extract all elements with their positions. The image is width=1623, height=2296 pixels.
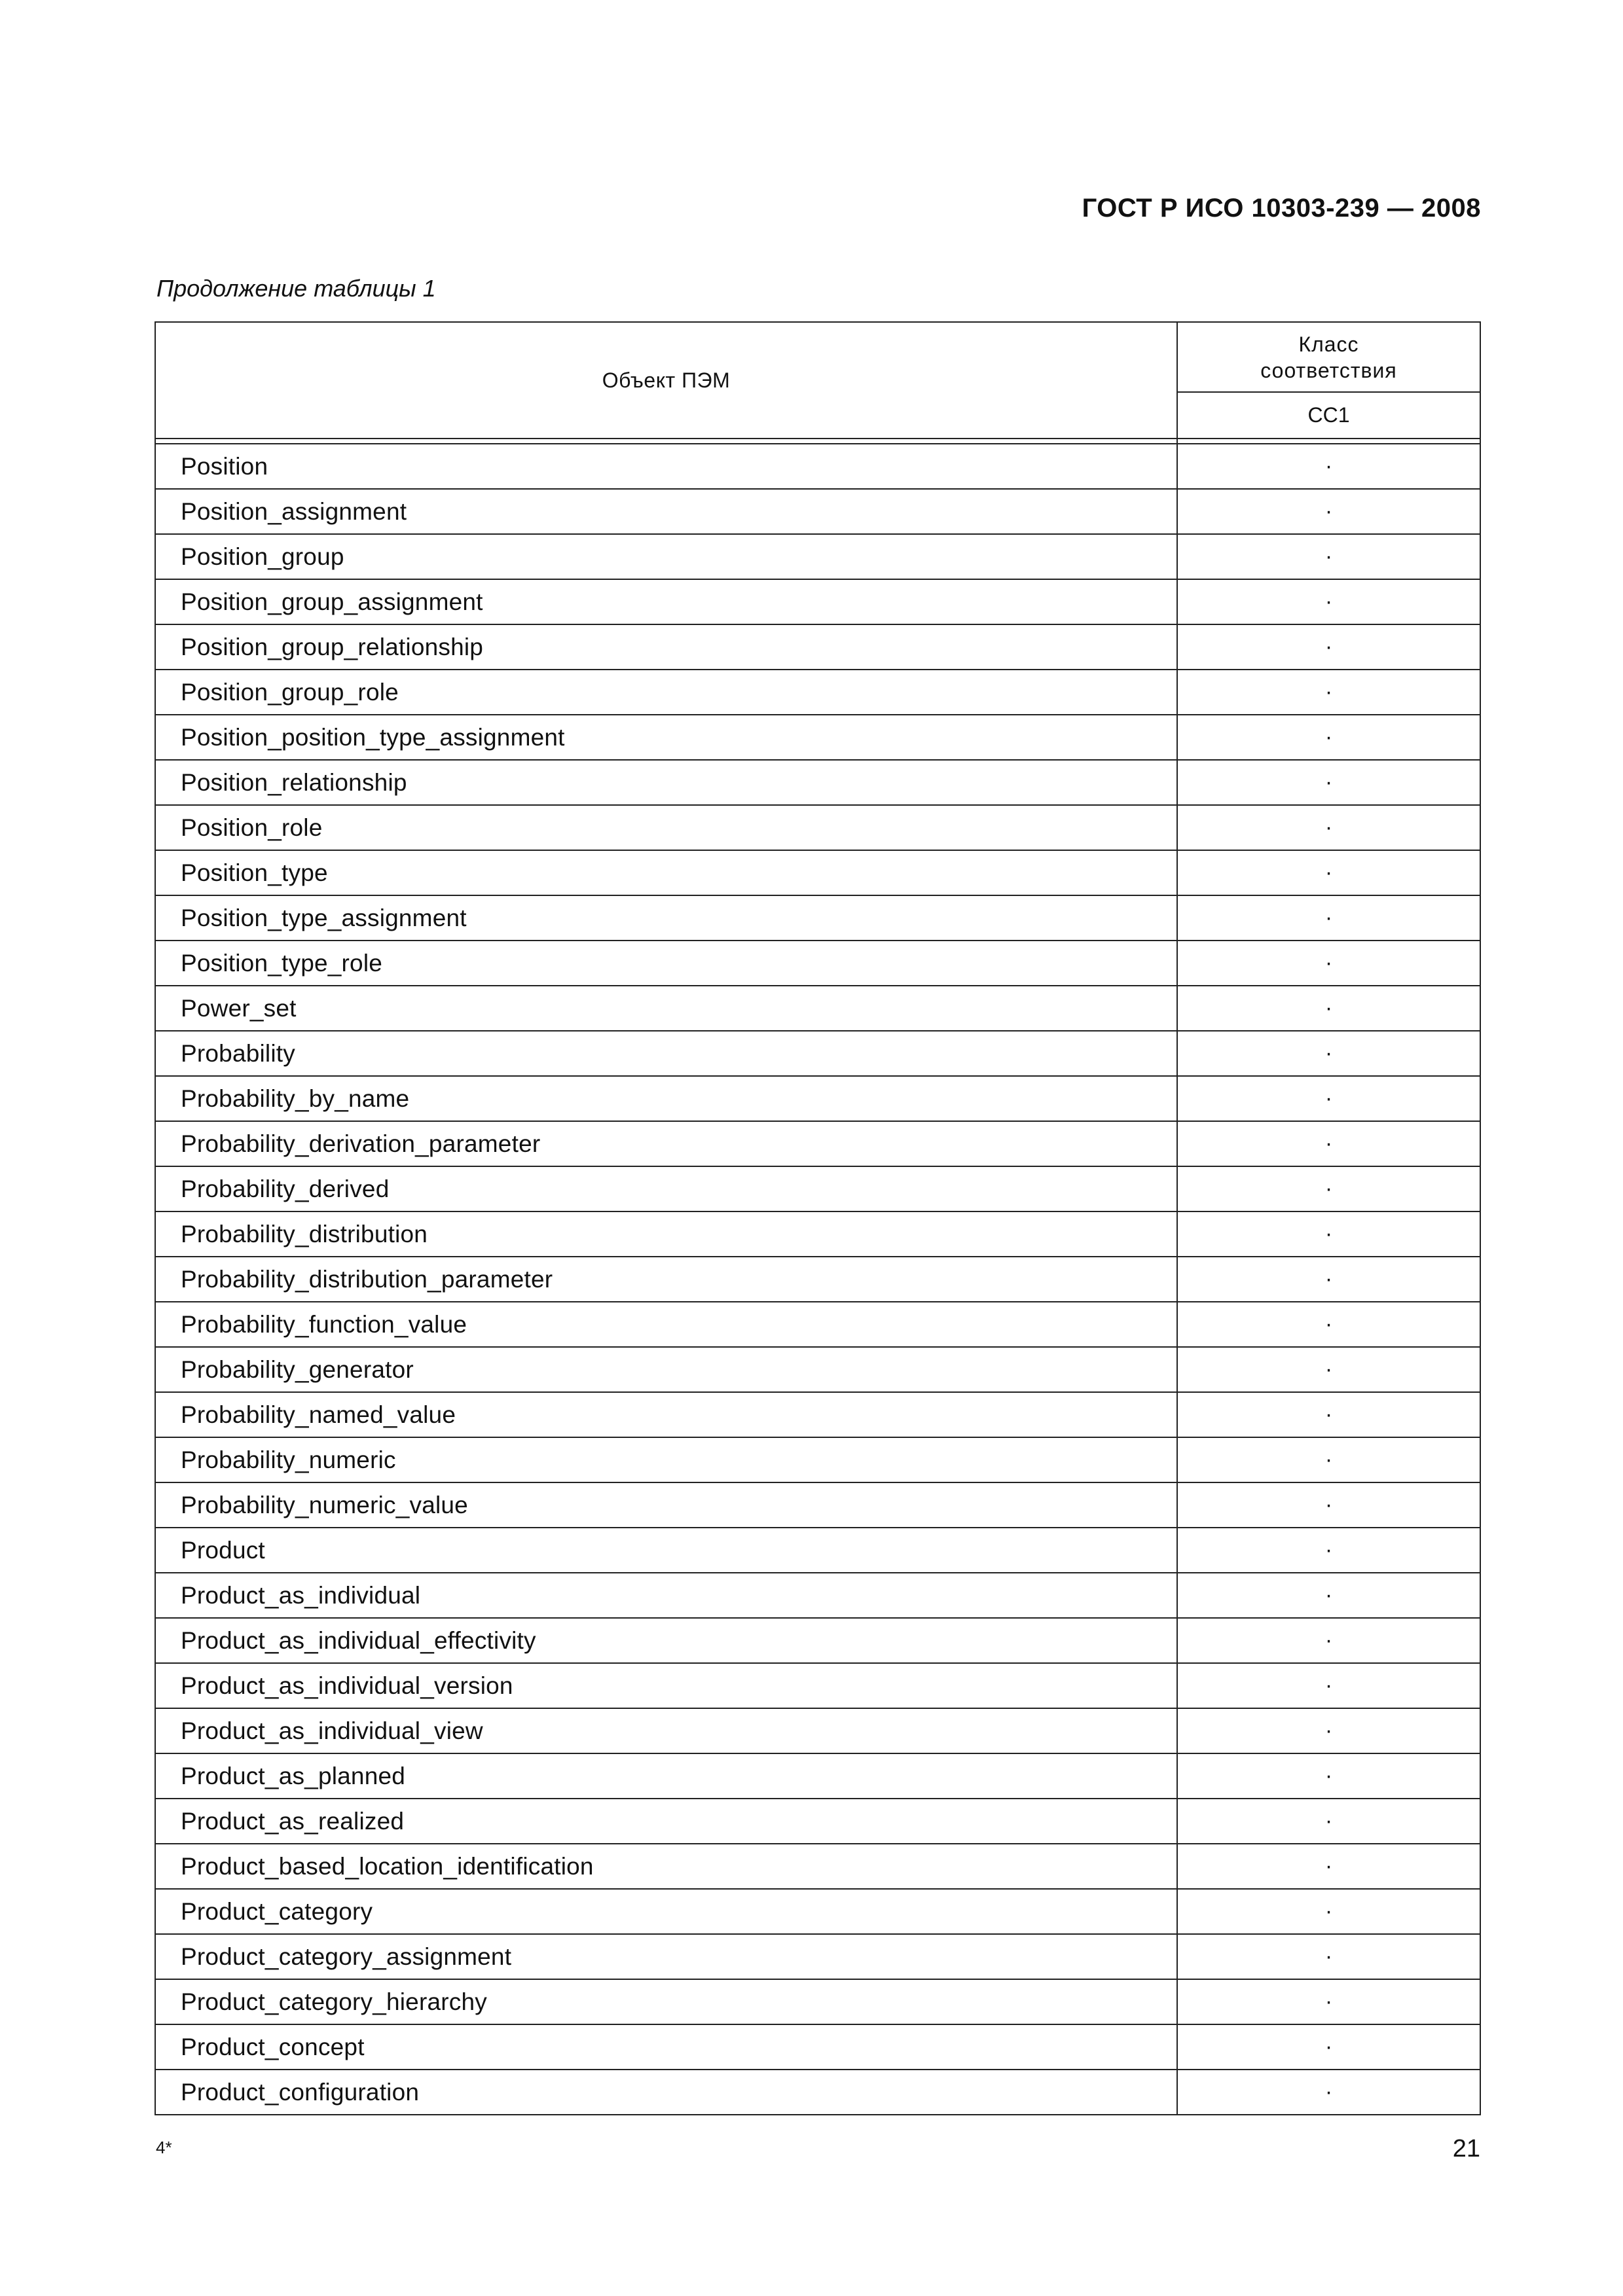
cc1-mark-cell: · (1177, 1979, 1480, 2024)
table-row (155, 670, 1480, 715)
table-row (155, 1347, 1480, 1392)
table-row (155, 1889, 1480, 1934)
object-name-cell: Position_role (155, 805, 1177, 850)
object-name-cell: Position_group (155, 534, 1177, 579)
cc1-mark-cell: · (1177, 534, 1480, 579)
cc1-mark-cell: · (1177, 1121, 1480, 1166)
cc1-mark-cell: · (1177, 850, 1480, 895)
column-header-object: Объект ПЭМ (155, 322, 1177, 439)
table-row (155, 1799, 1480, 1844)
object-name-cell: Product (155, 1528, 1177, 1573)
object-name-cell: Position_relationship (155, 760, 1177, 805)
cc1-mark-cell: · (1177, 1663, 1480, 1708)
object-name-cell: Product_as_individual (155, 1573, 1177, 1618)
cc1-mark-cell: · (1177, 1934, 1480, 1979)
table-row (155, 1166, 1480, 1211)
object-name-cell: Power_set (155, 986, 1177, 1031)
table-row (155, 760, 1480, 805)
object-name-cell: Probability_distribution (155, 1211, 1177, 1257)
table-row (155, 1844, 1480, 1889)
table-row (155, 489, 1480, 534)
cc1-mark-cell: · (1177, 1708, 1480, 1753)
table-row (155, 2070, 1480, 2115)
cc1-mark-cell: · (1177, 1753, 1480, 1799)
document-code: ГОСТ Р ИСО 10303-239 — 2008 (1082, 194, 1481, 223)
table-row (155, 444, 1480, 489)
cc1-mark-cell: · (1177, 670, 1480, 715)
table-row (155, 1979, 1480, 2024)
table-row (155, 1618, 1480, 1663)
object-name-cell: Product_category_assignment (155, 1934, 1177, 1979)
object-name-cell: Product_configuration (155, 2070, 1177, 2115)
column-header-class (1177, 322, 1480, 392)
object-name-cell: Probability_function_value (155, 1302, 1177, 1347)
table-row (155, 805, 1480, 850)
header-separator (155, 439, 1480, 444)
table-row (155, 1392, 1480, 1437)
table-row (155, 1663, 1480, 1708)
table-row (155, 1121, 1480, 1166)
table-body (155, 444, 1480, 2115)
cc1-mark-cell: · (1177, 1437, 1480, 1482)
cc1-mark-cell: · (1177, 1889, 1480, 1934)
table-row (155, 1302, 1480, 1347)
object-name-cell: Position_group_role (155, 670, 1177, 715)
cc1-mark-cell: · (1177, 760, 1480, 805)
table-row (155, 715, 1480, 760)
object-name-cell: Position_type (155, 850, 1177, 895)
object-name-cell: Probability_generator (155, 1347, 1177, 1392)
table-caption: Продолжение таблицы 1 (156, 275, 436, 302)
cc1-mark-cell: · (1177, 1347, 1480, 1392)
table-row (155, 1708, 1480, 1753)
object-name-cell: Product_as_planned (155, 1753, 1177, 1799)
table-row (155, 941, 1480, 986)
table-row (155, 1076, 1480, 1121)
object-name-cell: Position_group_assignment (155, 579, 1177, 624)
cc1-mark-cell: · (1177, 2070, 1480, 2115)
column-header-cc1: CC1 (1177, 392, 1480, 439)
table-row (155, 850, 1480, 895)
conformance-table (155, 321, 1481, 2115)
table-row (155, 1528, 1480, 1573)
object-name-cell: Product_as_individual_version (155, 1663, 1177, 1708)
object-name-cell: Probability_by_name (155, 1076, 1177, 1121)
object-name-cell: Product_based_location_identification (155, 1844, 1177, 1889)
column-header-class-label: Класс соответствия (1260, 332, 1397, 382)
table-row (155, 986, 1480, 1031)
table-row (155, 624, 1480, 670)
object-name-cell: Product_category (155, 1889, 1177, 1934)
cc1-mark-cell: · (1177, 489, 1480, 534)
cc1-mark-cell: · (1177, 1076, 1480, 1121)
object-name-cell: Position_type_role (155, 941, 1177, 986)
table-row (155, 1211, 1480, 1257)
table-row (155, 1573, 1480, 1618)
table-row (155, 1482, 1480, 1528)
object-name-cell: Probability_numeric (155, 1437, 1177, 1482)
cc1-mark-cell: · (1177, 1392, 1480, 1437)
object-name-cell: Product_as_individual_effectivity (155, 1618, 1177, 1663)
object-name-cell: Probability (155, 1031, 1177, 1076)
table-row (155, 1031, 1480, 1076)
cc1-mark-cell: · (1177, 1799, 1480, 1844)
object-name-cell: Position_position_type_assignment (155, 715, 1177, 760)
object-name-cell: Probability_derived (155, 1166, 1177, 1211)
object-name-cell: Probability_numeric_value (155, 1482, 1177, 1528)
object-name-cell: Probability_distribution_parameter (155, 1257, 1177, 1302)
object-name-cell: Position_assignment (155, 489, 1177, 534)
cc1-mark-cell: · (1177, 1482, 1480, 1528)
object-name-cell: Probability_derivation_parameter (155, 1121, 1177, 1166)
cc1-mark-cell: · (1177, 1031, 1480, 1076)
table-row (155, 2024, 1480, 2070)
object-name-cell: Position (155, 444, 1177, 489)
table-row (155, 1257, 1480, 1302)
cc1-mark-cell: · (1177, 1166, 1480, 1211)
cc1-mark-cell: · (1177, 941, 1480, 986)
cc1-mark-cell: · (1177, 444, 1480, 489)
table-row (155, 1934, 1480, 1979)
table-row (155, 895, 1480, 941)
object-name-cell: Probability_named_value (155, 1392, 1177, 1437)
cc1-mark-cell: · (1177, 1844, 1480, 1889)
cc1-mark-cell: · (1177, 1257, 1480, 1302)
object-name-cell: Position_group_relationship (155, 624, 1177, 670)
cc1-mark-cell: · (1177, 715, 1480, 760)
object-name-cell: Product_category_hierarchy (155, 1979, 1177, 2024)
object-name-cell: Product_concept (155, 2024, 1177, 2070)
cc1-mark-cell: · (1177, 1302, 1480, 1347)
table-row (155, 1437, 1480, 1482)
cc1-mark-cell: · (1177, 1528, 1480, 1573)
cc1-mark-cell: · (1177, 895, 1480, 941)
object-name-cell: Product_as_individual_view (155, 1708, 1177, 1753)
object-name-cell: Position_type_assignment (155, 895, 1177, 941)
table-row (155, 579, 1480, 624)
cc1-mark-cell: · (1177, 624, 1480, 670)
cc1-mark-cell: · (1177, 1573, 1480, 1618)
cc1-mark-cell: · (1177, 805, 1480, 850)
object-name-cell: Product_as_realized (155, 1799, 1177, 1844)
table-row (155, 534, 1480, 579)
page-number: 21 (1452, 2135, 1480, 2162)
cc1-mark-cell: · (1177, 986, 1480, 1031)
sheet-mark: 4* (156, 2138, 172, 2157)
table-row (155, 1753, 1480, 1799)
cc1-mark-cell: · (1177, 2024, 1480, 2070)
cc1-mark-cell: · (1177, 1618, 1480, 1663)
cc1-mark-cell: · (1177, 1211, 1480, 1257)
cc1-mark-cell: · (1177, 579, 1480, 624)
